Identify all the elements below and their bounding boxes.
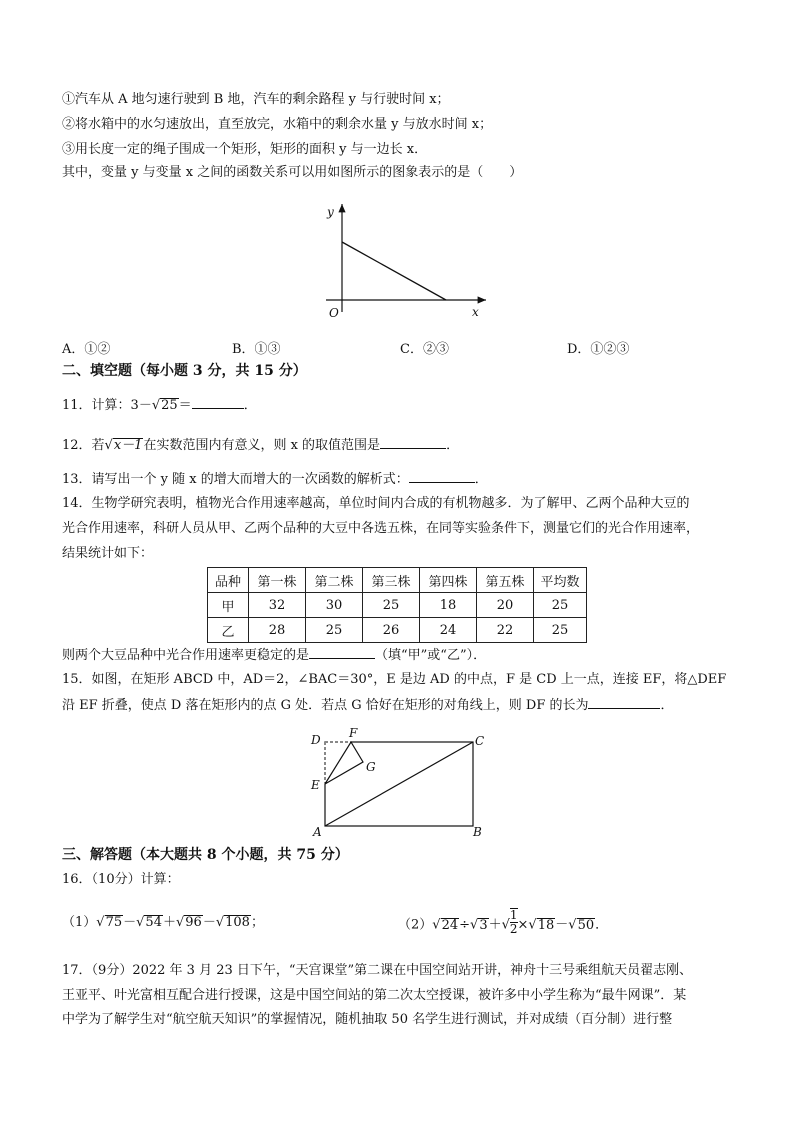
section2-title: 二、填空题（每小题 3 分，共 15 分）	[62, 363, 307, 379]
q16-part2-label: （2）	[398, 917, 433, 933]
q10-option-b: B．①③	[232, 342, 281, 357]
q17-line3: 中学为了解学生对“航空航天知识”的掌握情况，随机抽取 50 名学生进行测试，并对成绩（百分制）进行整	[62, 1012, 673, 1027]
q12-radicand: x－1	[113, 438, 143, 453]
q10-option-c: C．②③	[400, 342, 449, 357]
graph-segment	[342, 242, 446, 300]
q12-middle: 在实数范围内有意义，则 x 的取值范围是	[143, 438, 381, 453]
radicand: 3	[479, 917, 488, 933]
table-header: 第二株	[306, 568, 363, 593]
q10-function-graph	[320, 200, 490, 325]
q13-answer-blank[interactable]	[409, 470, 475, 483]
q10-item2: ②将水箱中的水匀速放出，直至放完，水箱中的剩余水量 y 与放水时间 x；	[62, 117, 493, 132]
q15-line1: 15．如图，在矩形 ABCD 中，AD＝2，∠BAC＝30°，E 是边 AD 的中点，F 是 CD 上一点，连接 EF，将△DEF	[62, 672, 727, 687]
q14-answer-blank[interactable]	[309, 646, 375, 659]
radicand: 24	[441, 917, 459, 933]
q11-end: ．	[243, 398, 257, 413]
q13	[62, 470, 488, 489]
q17-line1: 17．（9分）2022 年 3 月 23 日下午，“天宫课堂”第二课在中国空间站开讲，神舟十三号乘组航天员翟志刚、	[62, 963, 693, 978]
table-header: 平均数	[534, 568, 587, 593]
q14-after-prefix: 则两个大豆品种中光合作用速率更稳定的是	[62, 648, 310, 663]
q12-prefix: 12．若	[62, 438, 105, 453]
point-d-label: D	[311, 733, 321, 747]
q13-end: ．	[474, 472, 488, 487]
q14-line3: 结果统计如下：	[62, 546, 154, 561]
table-cell: 18	[420, 593, 477, 618]
table-header-row	[208, 568, 587, 593]
table-row	[208, 593, 587, 618]
folded-triangle-efg	[325, 742, 363, 784]
fraction-denominator: 2	[509, 922, 518, 936]
table-cell: 甲	[208, 593, 249, 618]
q12: 12．若√x－1在实数范围内有意义，则 x 的取值范围是 ．	[62, 438, 460, 453]
fraction-radicand	[510, 908, 518, 936]
q14-line2: 光合作用速率，科研人员从甲、乙两个品种的大豆中各选五株，在同等实验条件下，测量它们的光合作用速率，	[62, 521, 700, 536]
table-header: 品种	[208, 568, 249, 593]
table-cell: 25	[534, 593, 587, 618]
q11: 11．计算：3－√25＝ ．	[62, 398, 257, 413]
table-cell: 乙	[208, 618, 249, 643]
q11-prefix: 11．计算：3－	[62, 398, 152, 413]
table-cell: 30	[306, 593, 363, 618]
q16-part1-label: （1）	[62, 915, 97, 930]
x-axis-label: x	[472, 305, 479, 319]
table-cell: 32	[249, 593, 306, 618]
table-cell: 24	[420, 618, 477, 643]
radicand: 18	[537, 917, 555, 933]
point-g-label: G	[366, 760, 376, 774]
q12-end: ．	[446, 438, 460, 453]
q10-stem: 其中，变量 y 与变量 x 之间的函数关系可以用如图所示的图象表示的是（ ）	[62, 165, 523, 180]
section3-title: 三、解答题（本大题共 8 个小题，共 75 分）	[62, 847, 349, 863]
table-header: 第三株	[363, 568, 420, 593]
y-axis-label: y	[327, 205, 334, 219]
radicand: 75	[105, 915, 123, 930]
q17-line2: 王亚平、叶光富相互配合进行授课，这是中国空间站的第二次太空授课，被许多中小学生称为“最牛网课”．某	[62, 988, 687, 1003]
radicand: 96	[185, 915, 202, 930]
q11-suffix: ＝	[178, 398, 192, 413]
q16-part1-end: ；	[250, 915, 264, 930]
diagonal-ac	[325, 742, 473, 826]
q10-option-a: A．①②	[62, 342, 111, 357]
q16-part1: （1）√75－√54＋√96－√108；	[62, 915, 264, 930]
q16-stem: 16．（10分）计算：	[62, 872, 180, 887]
table-cell: 28	[249, 618, 306, 643]
point-c-label: C	[475, 734, 485, 748]
q15-rectangle-figure	[305, 724, 495, 839]
q14-line1: 14．生物学研究表明，植物光合作用速率越高，单位时间内合成的有机物越多．为了解甲、乙两个品种大豆的	[62, 496, 690, 511]
q16-part2: （2）√24÷√3＋√ $\frac{1}{2}$ ×√18－√50．	[398, 908, 609, 936]
origin-label: O	[329, 306, 339, 320]
q16-part2-end: ．	[595, 917, 609, 933]
q14-data-table	[207, 567, 587, 643]
q15-answer-blank[interactable]	[588, 696, 660, 709]
radicand: 108	[225, 915, 250, 930]
radicand: 54	[145, 915, 162, 930]
q14-after	[62, 646, 486, 665]
point-e-label: E	[311, 778, 320, 792]
table-cell: 26	[363, 618, 420, 643]
fraction-numerator: 1	[509, 908, 518, 922]
radicand: 50	[577, 917, 595, 933]
table-header: 第一株	[249, 568, 306, 593]
q11-answer-blank[interactable]	[192, 396, 244, 409]
q10-option-d: D．①②③	[567, 342, 630, 357]
table-cell: 25	[534, 618, 587, 643]
point-a-label: A	[313, 825, 322, 839]
table-cell: 25	[363, 593, 420, 618]
q13-text: 13．请写出一个 y 随 x 的增大而增大的一次函数的解析式：	[62, 472, 409, 487]
point-f-label: F	[349, 726, 358, 740]
point-b-label: B	[473, 825, 482, 839]
table-cell: 25	[306, 618, 363, 643]
q14-after-suffix: （填“甲”或“乙”）．	[375, 648, 487, 663]
table-header: 第四株	[420, 568, 477, 593]
q11-radicand: 25	[161, 398, 178, 413]
table-cell: 22	[477, 618, 534, 643]
q10-item3: ③用长度一定的绳子围成一个矩形，矩形的面积 y 与一边长 x．	[62, 142, 428, 157]
q15-line2: 沿 EF 折叠，使点 D 落在矩形内的点 G 处．若点 G 恰好在矩形的对角线上，则 DF 的长为	[62, 698, 589, 713]
q15-end: ．	[660, 698, 674, 713]
table-row	[208, 618, 587, 643]
q15-line2-wrap	[62, 696, 673, 715]
q12-answer-blank[interactable]	[380, 436, 446, 449]
q10-item1: ①汽车从 A 地匀速行驶到 B 地，汽车的剩余路程 y 与行驶时间 x；	[62, 92, 450, 107]
table-header: 第五株	[477, 568, 534, 593]
table-cell: 20	[477, 593, 534, 618]
